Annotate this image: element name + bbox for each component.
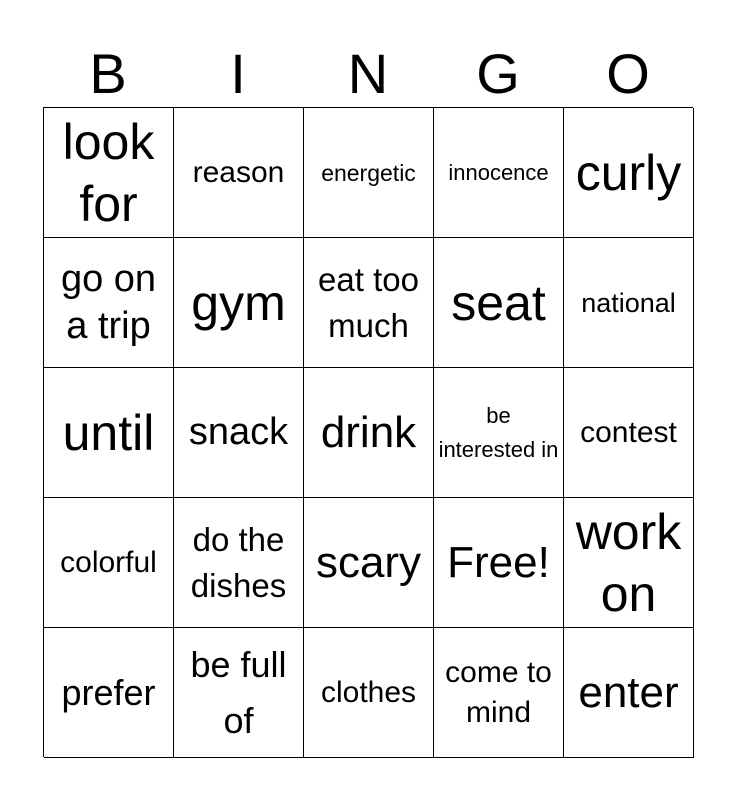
header-letter-i: I [230, 42, 246, 105]
header-letter-g: G [476, 42, 520, 105]
bingo-cell[interactable] [304, 238, 434, 368]
cell-text: until [62, 404, 155, 461]
bingo-cell[interactable] [434, 238, 564, 368]
cell-text: contest [580, 415, 677, 449]
bingo-cell[interactable] [44, 368, 174, 498]
header-letter-b: B [89, 42, 127, 105]
cell-text: work on [575, 503, 682, 622]
bingo-cell[interactable] [304, 498, 434, 628]
cell-text: colorful [60, 545, 157, 579]
cell-text: innocence [448, 159, 549, 185]
bingo-cell[interactable] [304, 628, 434, 758]
bingo-cell[interactable] [44, 628, 174, 758]
bingo-header [43, 40, 693, 108]
cell-text: come to mind [445, 655, 552, 729]
cell-text: snack [188, 411, 289, 453]
bingo-cell[interactable] [304, 108, 434, 238]
cell-text: enter [578, 667, 679, 717]
free-space: Free! [447, 537, 550, 587]
bingo-cell[interactable] [564, 238, 694, 368]
bingo-cell[interactable] [44, 108, 174, 238]
bingo-cell[interactable] [44, 238, 174, 368]
bingo-cell[interactable] [564, 108, 694, 238]
bingo-cell[interactable] [174, 108, 304, 238]
bingo-cell[interactable] [434, 368, 564, 498]
bingo-cell[interactable] [434, 108, 564, 238]
cell-text: look for [62, 113, 155, 232]
cell-text: eat too much [318, 260, 419, 344]
cell-text: prefer [61, 671, 156, 713]
cell-text: clothes [320, 675, 417, 709]
cell-text: curly [575, 144, 682, 201]
header-letter-n: N [347, 42, 389, 105]
bingo-cell[interactable] [174, 238, 304, 368]
bingo-cell[interactable] [564, 498, 694, 628]
bingo-cell[interactable] [434, 498, 564, 628]
cell-text: be interested in [438, 402, 559, 462]
cell-text: reason [192, 155, 285, 189]
bingo-cell[interactable] [564, 628, 694, 758]
bingo-cell[interactable] [174, 498, 304, 628]
header-letter-o: O [606, 42, 650, 105]
bingo-cell[interactable] [174, 368, 304, 498]
cell-text: seat [451, 274, 546, 331]
bingo-cell[interactable] [44, 498, 174, 628]
cell-text: energetic [321, 159, 416, 186]
bingo-cell[interactable] [564, 368, 694, 498]
cell-text: drink [320, 407, 417, 457]
cell-text: be full of [190, 643, 287, 741]
cell-text: scary [315, 537, 422, 587]
bingo-cell[interactable] [304, 368, 434, 498]
bingo-board [43, 107, 693, 757]
bingo-cell[interactable] [174, 628, 304, 758]
cell-text: go on a trip [60, 257, 157, 347]
bingo-cell[interactable] [434, 628, 564, 758]
cell-text: national [581, 287, 676, 318]
cell-text: do the dishes [190, 520, 287, 604]
cell-text: gym [191, 274, 286, 331]
